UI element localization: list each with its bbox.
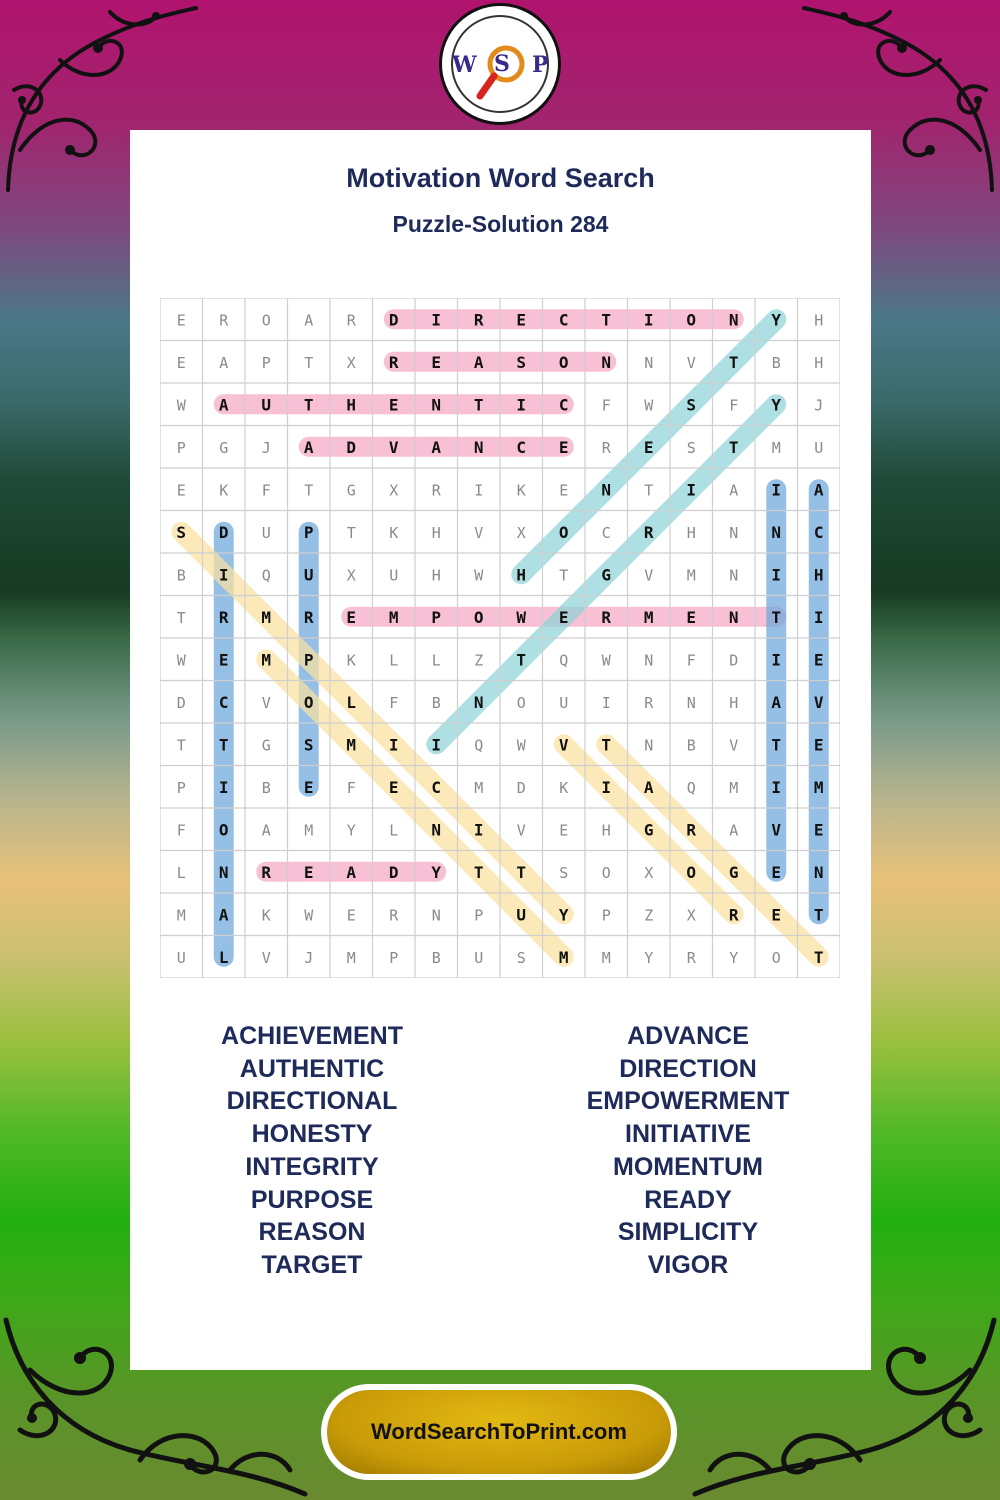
grid-cell-letter: E [771, 905, 782, 925]
grid-cell-letter: B [261, 778, 271, 797]
grid-cell-letter: M [346, 735, 357, 755]
grid-cell-letter: S [686, 395, 697, 415]
grid-cell-letter: S [176, 522, 187, 542]
grid-cell-letter: O [473, 607, 484, 627]
grid-cell-letter: H [814, 353, 824, 372]
grid-cell-letter: V [388, 437, 399, 457]
grid-cell-letter: K [219, 481, 229, 500]
grid-cell-letter: N [473, 437, 484, 457]
grid-cell-letter: M [261, 650, 272, 670]
grid-cell-letter: E [558, 607, 569, 627]
grid-cell-letter: M [261, 607, 272, 627]
grid-cell-letter: F [261, 481, 271, 500]
grid-cell-letter: T [346, 523, 356, 542]
grid-cell-letter: Y [346, 821, 356, 840]
grid-cell-letter: M [813, 777, 824, 797]
grid-cell-letter: O [771, 948, 781, 967]
grid-cell-letter: V [516, 821, 526, 840]
grid-cell-letter: S [559, 863, 569, 882]
grid-cell-letter: O [218, 820, 229, 840]
logo-letter-p: P [532, 52, 549, 78]
grid-cell-letter: O [686, 862, 697, 882]
grid-cell-letter: Y [771, 310, 782, 330]
grid-cell-letter: P [431, 607, 442, 627]
grid-cell-letter: C [218, 692, 229, 712]
grid-cell-letter: T [601, 310, 612, 330]
grid-cell-letter: I [388, 735, 399, 755]
grid-cell-letter: M [304, 821, 314, 840]
grid-cell-letter: R [643, 522, 654, 542]
grid-cell-letter: R [686, 948, 696, 967]
grid-cell-letter: H [516, 565, 527, 585]
grid-cell-letter: U [814, 438, 824, 457]
grid-cell-letter: C [601, 523, 611, 542]
grid-cell-letter: U [303, 565, 314, 585]
grid-cell-letter: I [218, 565, 229, 585]
grid-cell-letter: N [644, 353, 654, 372]
grid-cell-letter: X [346, 566, 356, 585]
grid-cell-letter: T [813, 947, 824, 967]
grid-cell-letter: G [728, 862, 739, 882]
word-list-item: PURPOSE [250, 1185, 374, 1214]
grid-cell-letter: R [431, 481, 441, 500]
grid-cell-letter: J [261, 438, 271, 457]
grid-cell-letter: E [218, 650, 229, 670]
logo-letter-w: W [452, 52, 477, 78]
grid-cell-letter: Z [644, 906, 654, 925]
page-subtitle: Puzzle-Solution 284 [392, 211, 609, 237]
grid-cell-letter: K [389, 523, 399, 542]
grid-cell-letter: B [686, 736, 696, 755]
grid-cell-letter: A [218, 905, 229, 925]
grid-cell-letter: I [643, 310, 654, 330]
grid-cell-letter: N [473, 692, 484, 712]
grid-cell-letter: Y [558, 905, 569, 925]
grid-cell-letter: R [261, 862, 272, 882]
site-link[interactable]: WordSearchToPrint.com [327, 1390, 671, 1474]
grid-cell-letter: X [644, 863, 654, 882]
grid-cell-letter: T [176, 736, 186, 755]
grid-cell-letter: X [516, 523, 526, 542]
grid-cell-letter: P [601, 906, 611, 925]
grid-cell-letter: E [771, 862, 782, 882]
grid-cell-letter: V [686, 353, 696, 372]
grid-cell-letter: S [516, 948, 526, 967]
grid-cell-letter: T [303, 395, 314, 415]
grid-cell-letter: T [728, 352, 739, 372]
grid-cell-letter: U [261, 523, 271, 542]
grid-cell-letter: O [261, 311, 271, 330]
grid-cell-letter: W [474, 566, 484, 585]
logo-letter-s: S [494, 51, 510, 77]
grid-cell-letter: I [771, 480, 782, 500]
grid-cell-letter: E [813, 820, 824, 840]
grid-cell-letter: H [813, 565, 824, 585]
word-search-grid [160, 298, 840, 978]
grid-cell-letter: W [176, 651, 186, 670]
grid-cell-letter: E [516, 310, 527, 330]
grid-cell-letter: A [771, 692, 782, 712]
grid-cell-letter: P [474, 906, 484, 925]
grid-cell-letter: T [771, 735, 782, 755]
grid-cell-letter: U [261, 395, 272, 415]
grid-cell-letter: M [643, 607, 654, 627]
grid-cell-letter: T [176, 608, 186, 627]
grid-cell-letter: A [431, 437, 442, 457]
grid-cell-letter: V [813, 692, 824, 712]
grid-cell-letter: F [686, 651, 696, 670]
grid-cell-letter: P [303, 650, 314, 670]
grid-cell-letter: A [813, 480, 824, 500]
grid-cell-letter: C [558, 395, 569, 415]
page-title: Motivation Word Search [346, 163, 655, 193]
grid-cell-letter: N [728, 607, 739, 627]
grid-cell-letter: A [304, 311, 314, 330]
grid-cell-letter: M [176, 906, 186, 925]
grid-cell-letter: U [474, 948, 484, 967]
grid-cell-letter: I [218, 777, 229, 797]
grid-cell-letter: F [389, 693, 399, 712]
grid-cell-letter: Y [431, 862, 442, 882]
grid-cell-letter: C [813, 522, 824, 542]
grid-cell-letter: O [558, 352, 569, 372]
grid-cell-letter: E [176, 353, 186, 372]
grid-cell-letter: W [644, 396, 654, 415]
grid-cell-letter: A [261, 821, 271, 840]
grid-cell-letter: X [686, 906, 696, 925]
grid-cell-letter: P [261, 353, 271, 372]
grid-cell-letter: V [644, 566, 654, 585]
word-list-item: READY [644, 1185, 732, 1214]
grid-cell-letter: R [219, 311, 229, 330]
grid-cell-letter: C [431, 777, 442, 797]
word-list-item: SIMPLICITY [617, 1218, 759, 1247]
grid-cell-letter: K [346, 651, 356, 670]
grid-cell-letter: P [303, 522, 314, 542]
site-logo[interactable] [439, 3, 561, 125]
grid-cell-letter: I [473, 820, 484, 840]
grid-cell-letter: N [644, 736, 654, 755]
grid-cell-letter: I [686, 480, 697, 500]
grid-cell-letter: A [473, 352, 484, 372]
grid-cell-letter: H [431, 566, 441, 585]
grid-cell-letter: O [601, 863, 611, 882]
grid-cell-letter: W [516, 607, 527, 627]
word-list-item: INTEGRITY [245, 1152, 379, 1181]
grid-cell-letter: E [559, 481, 569, 500]
grid-cell-letter: T [304, 353, 314, 372]
grid-cell-letter: T [516, 862, 527, 882]
grid-cell-letter: J [814, 396, 824, 415]
grid-cell-letter: P [389, 948, 399, 967]
grid-cell-letter: S [686, 438, 696, 457]
grid-cell-letter: E [813, 735, 824, 755]
grid-cell-letter: O [558, 522, 569, 542]
grid-cell-letter: E [431, 352, 442, 372]
grid-cell-letter: W [304, 906, 314, 925]
grid-cell-letter: B [431, 948, 441, 967]
grid-cell-letter: U [516, 905, 527, 925]
grid-cell-letter: D [176, 693, 186, 712]
grid-cell-letter: R [686, 820, 697, 840]
grid-cell-letter: N [431, 906, 441, 925]
grid-cell-letter: Q [474, 736, 484, 755]
grid-cell-letter: N [729, 566, 739, 585]
grid-cell-letter: L [389, 821, 399, 840]
grid-cell-letter: N [686, 693, 696, 712]
grid-cell-letter: A [729, 821, 739, 840]
grid-cell-letter: E [813, 650, 824, 670]
grid-cell-letter: T [559, 566, 569, 585]
grid-cell-letter: Y [771, 395, 782, 415]
grid-cell-letter: H [431, 523, 441, 542]
word-list-left [162, 1020, 462, 1282]
grid-cell-letter: N [431, 820, 442, 840]
grid-cell-letter: E [558, 437, 569, 457]
grid-cell-letter: R [303, 607, 314, 627]
grid-cell-letter: U [559, 693, 569, 712]
grid-cell-letter: F [176, 821, 186, 840]
grid-cell-letter: E [388, 777, 399, 797]
grid-cell-letter: D [388, 862, 399, 882]
grid-cell-letter: T [644, 481, 654, 500]
grid-cell-letter: F [601, 396, 611, 415]
grid-cell-letter: I [601, 777, 612, 797]
grid-cell-letter: A [219, 353, 229, 372]
word-list-item: REASON [258, 1218, 366, 1247]
word-list-item: TARGET [261, 1250, 363, 1279]
grid-cell-letter: T [728, 437, 739, 457]
grid-cell-letter: R [388, 352, 399, 372]
grid-cell-letter: O [303, 692, 314, 712]
grid-cell-letter: A [346, 862, 357, 882]
footer-banner[interactable] [321, 1384, 677, 1480]
grid-cell-letter: N [218, 862, 229, 882]
grid-cell-letter: L [346, 692, 357, 712]
grid-cell-letter: I [601, 693, 611, 712]
grid-cell-letter: U [389, 566, 399, 585]
word-list-item: HONESTY [251, 1120, 373, 1149]
grid-cell-letter: E [559, 821, 569, 840]
grid-cell-letter: M [346, 948, 356, 967]
word-list-item: MOMENTUM [613, 1152, 763, 1181]
grid-cell-letter: X [346, 353, 356, 372]
grid-cell-letter: N [729, 523, 739, 542]
grid-cell-letter: N [771, 522, 782, 542]
grid-cell-letter: R [644, 693, 654, 712]
grid-cell-letter: F [729, 396, 739, 415]
grid-cell-letter: E [303, 777, 314, 797]
grid-cell-letter: V [474, 523, 484, 542]
grid-cell-letter: I [771, 650, 782, 670]
grid-cell-letter: E [686, 607, 697, 627]
grid-cell-letter: D [218, 522, 229, 542]
grid-cell-letter: B [176, 566, 186, 585]
grid-cell-letter: N [601, 480, 612, 500]
grid-cell-letter: K [516, 481, 526, 500]
grid-cell-letter: M [558, 947, 569, 967]
grid-cell-letter: L [431, 651, 441, 670]
grid-cell-letter: A [303, 437, 314, 457]
grid-cell-letter: G [261, 736, 271, 755]
grid-cell-letter: H [729, 693, 739, 712]
word-list-item: ACHIEVEMENT [221, 1022, 403, 1050]
word-list-right [538, 1020, 838, 1282]
grid-cell-letter: R [728, 905, 739, 925]
grid-cell-letter: K [559, 778, 569, 797]
grid-cell-letter: O [516, 693, 526, 712]
grid-cell-letter: R [218, 607, 229, 627]
grid-cell-letter: I [813, 607, 824, 627]
grid-cell-letter: E [643, 437, 654, 457]
grid-cell-letter: D [346, 437, 357, 457]
word-list-item: INITIATIVE [625, 1120, 751, 1149]
grid-cell-letter: W [516, 736, 526, 755]
grid-cell-letter: L [218, 947, 229, 967]
grid-cell-letter: I [474, 481, 484, 500]
grid-cell-letter: T [304, 481, 314, 500]
grid-cell-letter: R [346, 311, 356, 330]
grid-cell-letter: H [346, 395, 357, 415]
grid-cell-letter: A [729, 481, 739, 500]
grid-cell-letter: E [388, 395, 399, 415]
grid-cell-letter: M [601, 948, 611, 967]
grid-cell-letter: P [176, 438, 186, 457]
grid-cell-letter: T [813, 905, 824, 925]
grid-cell-letter: C [558, 310, 569, 330]
grid-cell-letter: L [389, 651, 399, 670]
grid-cell-letter: J [304, 948, 314, 967]
grid-cell-letter: V [771, 820, 782, 840]
grid-cell-letter: D [388, 310, 399, 330]
grid-cell-letter: H [686, 523, 696, 542]
word-list-item: ADVANCE [627, 1022, 749, 1050]
grid-cell-letter: R [601, 607, 612, 627]
grid-cell-letter: P [176, 778, 186, 797]
grid-cell-letter: Y [644, 948, 654, 967]
grid-cell-letter: M [474, 778, 484, 797]
grid-cell-letter: Y [729, 948, 739, 967]
grid-cell-letter: T [516, 650, 527, 670]
grid-cell-letter: V [261, 948, 271, 967]
grid-cell-letter: M [729, 778, 739, 797]
grid-cell-letter: M [771, 438, 781, 457]
grid-cell-letter: H [601, 821, 611, 840]
grid-cell-letter: N [644, 651, 654, 670]
grid-cell-letter: V [261, 693, 271, 712]
grid-cell-letter: N [728, 310, 739, 330]
grid-cell-letter: S [303, 735, 314, 755]
grid-cell-letter: T [771, 607, 782, 627]
word-list-item: AUTHENTIC [239, 1054, 385, 1083]
grid-cell-letter: T [218, 735, 229, 755]
grid-cell-letter: R [389, 906, 399, 925]
grid-cell-letter: N [601, 352, 612, 372]
grid-cell-letter: U [176, 948, 186, 967]
grid-cell-letter: G [346, 481, 356, 500]
grid-cell-letter: N [431, 395, 442, 415]
grid-cell-letter: E [346, 607, 357, 627]
grid-cell-letter: M [686, 566, 696, 585]
grid-cell-letter: Q [559, 651, 569, 670]
word-list-item: VIGOR [647, 1250, 729, 1279]
grid-cell-letter: T [473, 395, 484, 415]
grid-cell-letter: E [346, 906, 356, 925]
grid-cell-letter: Z [474, 651, 484, 670]
grid-cell-letter: C [516, 437, 527, 457]
grid-cell-letter: Q [261, 566, 271, 585]
grid-cell-letter: E [303, 862, 314, 882]
grid-cell-letter: B [431, 693, 441, 712]
grid-cell-letter: Q [686, 778, 696, 797]
grid-cell-letter: I [516, 395, 527, 415]
grid-cell-letter: A [643, 777, 654, 797]
grid-cell-letter: R [601, 438, 611, 457]
grid-cell-letter: X [389, 481, 399, 500]
grid-cell-letter: E [176, 481, 186, 500]
grid-cell-letter: D [729, 651, 739, 670]
grid-cell-letter: K [261, 906, 271, 925]
grid-cell-letter: E [176, 311, 186, 330]
grid-cell-letter: N [813, 862, 824, 882]
grid-cell-letter: R [473, 310, 484, 330]
grid-cell-letter: I [771, 565, 782, 585]
grid-cell-letter: I [431, 310, 442, 330]
grid-cell-letter: B [771, 353, 781, 372]
grid-cell-letter: D [516, 778, 526, 797]
grid-cell-letter: T [601, 735, 612, 755]
grid-cell-letter: I [431, 735, 442, 755]
grid-cell-letter: O [686, 310, 697, 330]
word-list-item: DIRECTION [619, 1054, 757, 1083]
grid-cell-letter: G [219, 438, 229, 457]
grid-cell-letter: G [601, 565, 612, 585]
word-list-item: DIRECTIONAL [226, 1087, 398, 1116]
grid-cell-letter: G [643, 820, 654, 840]
grid-cell-letter: L [176, 863, 186, 882]
word-list-item: EMPOWERMENT [586, 1087, 790, 1116]
grid-cell-letter: I [771, 777, 782, 797]
grid-cell-letter: M [388, 607, 399, 627]
grid-cell-letter: W [601, 651, 611, 670]
grid-cell-letter: V [558, 735, 569, 755]
grid-cell-letter: A [218, 395, 229, 415]
grid-cell-letter: H [814, 311, 824, 330]
grid-cell-letter: W [176, 396, 186, 415]
grid-cell-letter: T [473, 862, 484, 882]
grid-cell-letter: S [516, 352, 527, 372]
grid-cell-letter: V [729, 736, 739, 755]
grid-cell-letter: F [346, 778, 356, 797]
